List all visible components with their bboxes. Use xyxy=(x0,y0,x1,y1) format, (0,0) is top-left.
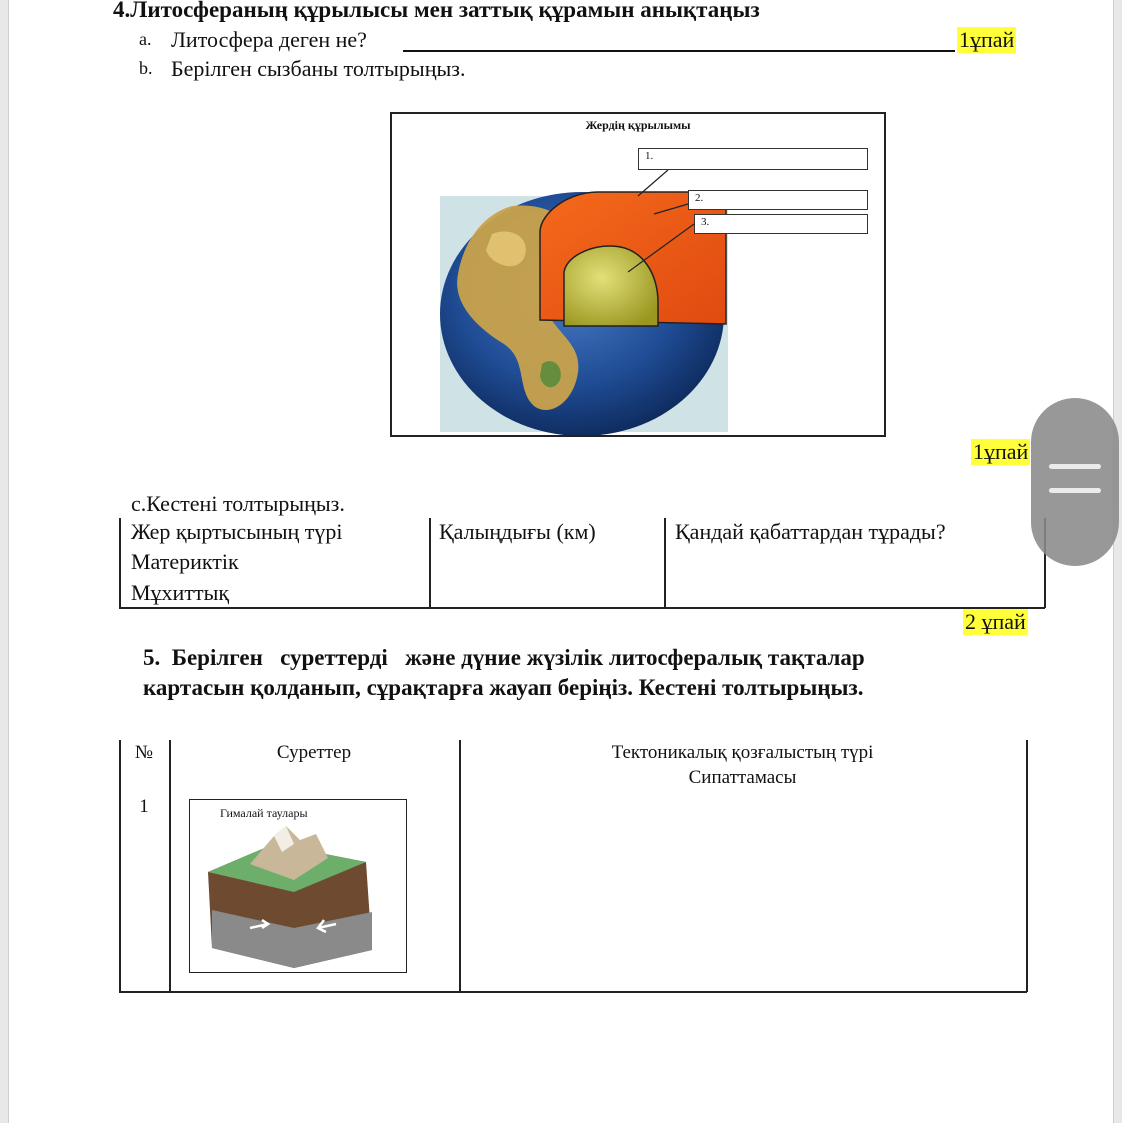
scroll-handle[interactable] xyxy=(1031,398,1119,566)
col-number-header: № xyxy=(134,742,154,763)
tectonics-table xyxy=(119,740,1027,992)
col-movement-type-header: Тектоникалық қозғалыстың түрі xyxy=(611,742,874,763)
table-border xyxy=(1026,740,1028,992)
grip-line xyxy=(1049,488,1101,493)
label-box-2[interactable]: 2. xyxy=(688,190,868,210)
item-c-text: с.Кестені толтырыңыз. xyxy=(131,491,345,516)
item-a-text: Литосфера деген не? xyxy=(171,27,367,52)
question-5-title-line1: 5. Берілген суреттерді және дүние жүзілік литосфералық тақталар xyxy=(143,645,865,670)
item-a-marker: a. xyxy=(139,29,152,49)
grip-line xyxy=(1049,464,1101,469)
points-badge-c: 2 ұпай xyxy=(965,609,1026,634)
table-border xyxy=(119,740,121,992)
col-images-header: Суреттер xyxy=(276,742,352,763)
himalaya-image xyxy=(189,799,407,973)
question-5-title-line2: картасын қолданып, сұрақтарға жауап беріңіз. Кестені толтырыңыз. xyxy=(143,675,864,700)
table-border xyxy=(119,607,1045,609)
table-border xyxy=(169,740,171,992)
table-border xyxy=(664,518,666,608)
row-number: 1 xyxy=(139,796,149,817)
label-box-1[interactable]: 1. xyxy=(638,148,868,170)
image-caption: Гималай таулары xyxy=(220,806,308,820)
item-b-text: Берілген сызбаны толтырыңыз. xyxy=(171,56,466,81)
crust-table xyxy=(119,516,1045,608)
item-b-marker: b. xyxy=(139,58,153,78)
earth-structure-diagram xyxy=(390,112,886,437)
plate-collision-illustration xyxy=(190,800,406,972)
points-badge-b: 1ұпай xyxy=(973,439,1029,464)
answer-line[interactable] xyxy=(403,50,955,52)
document-page xyxy=(8,0,1114,1123)
table-border xyxy=(119,991,1027,993)
col-description-header: Сипаттамасы xyxy=(688,767,797,788)
label-box-3[interactable]: 3. xyxy=(694,214,868,234)
table-border xyxy=(119,518,121,608)
table-header: Жер қыртысының түрі xyxy=(131,519,343,544)
points-badge-a: 1ұпай xyxy=(959,27,1015,52)
table-header: Қандай қабаттардан тұрады? xyxy=(675,519,946,544)
table-row-label: Материктік xyxy=(131,549,239,574)
question-4-title: 4.Литосфераның құрылысы мен заттық құрамын анықтаңыз xyxy=(113,0,760,22)
table-border xyxy=(429,518,431,608)
table-row-label: Мұхиттық xyxy=(131,580,230,605)
diagram-title: Жердің құрылымы xyxy=(585,118,691,132)
table-header: Қалыңдығы (км) xyxy=(439,519,596,544)
